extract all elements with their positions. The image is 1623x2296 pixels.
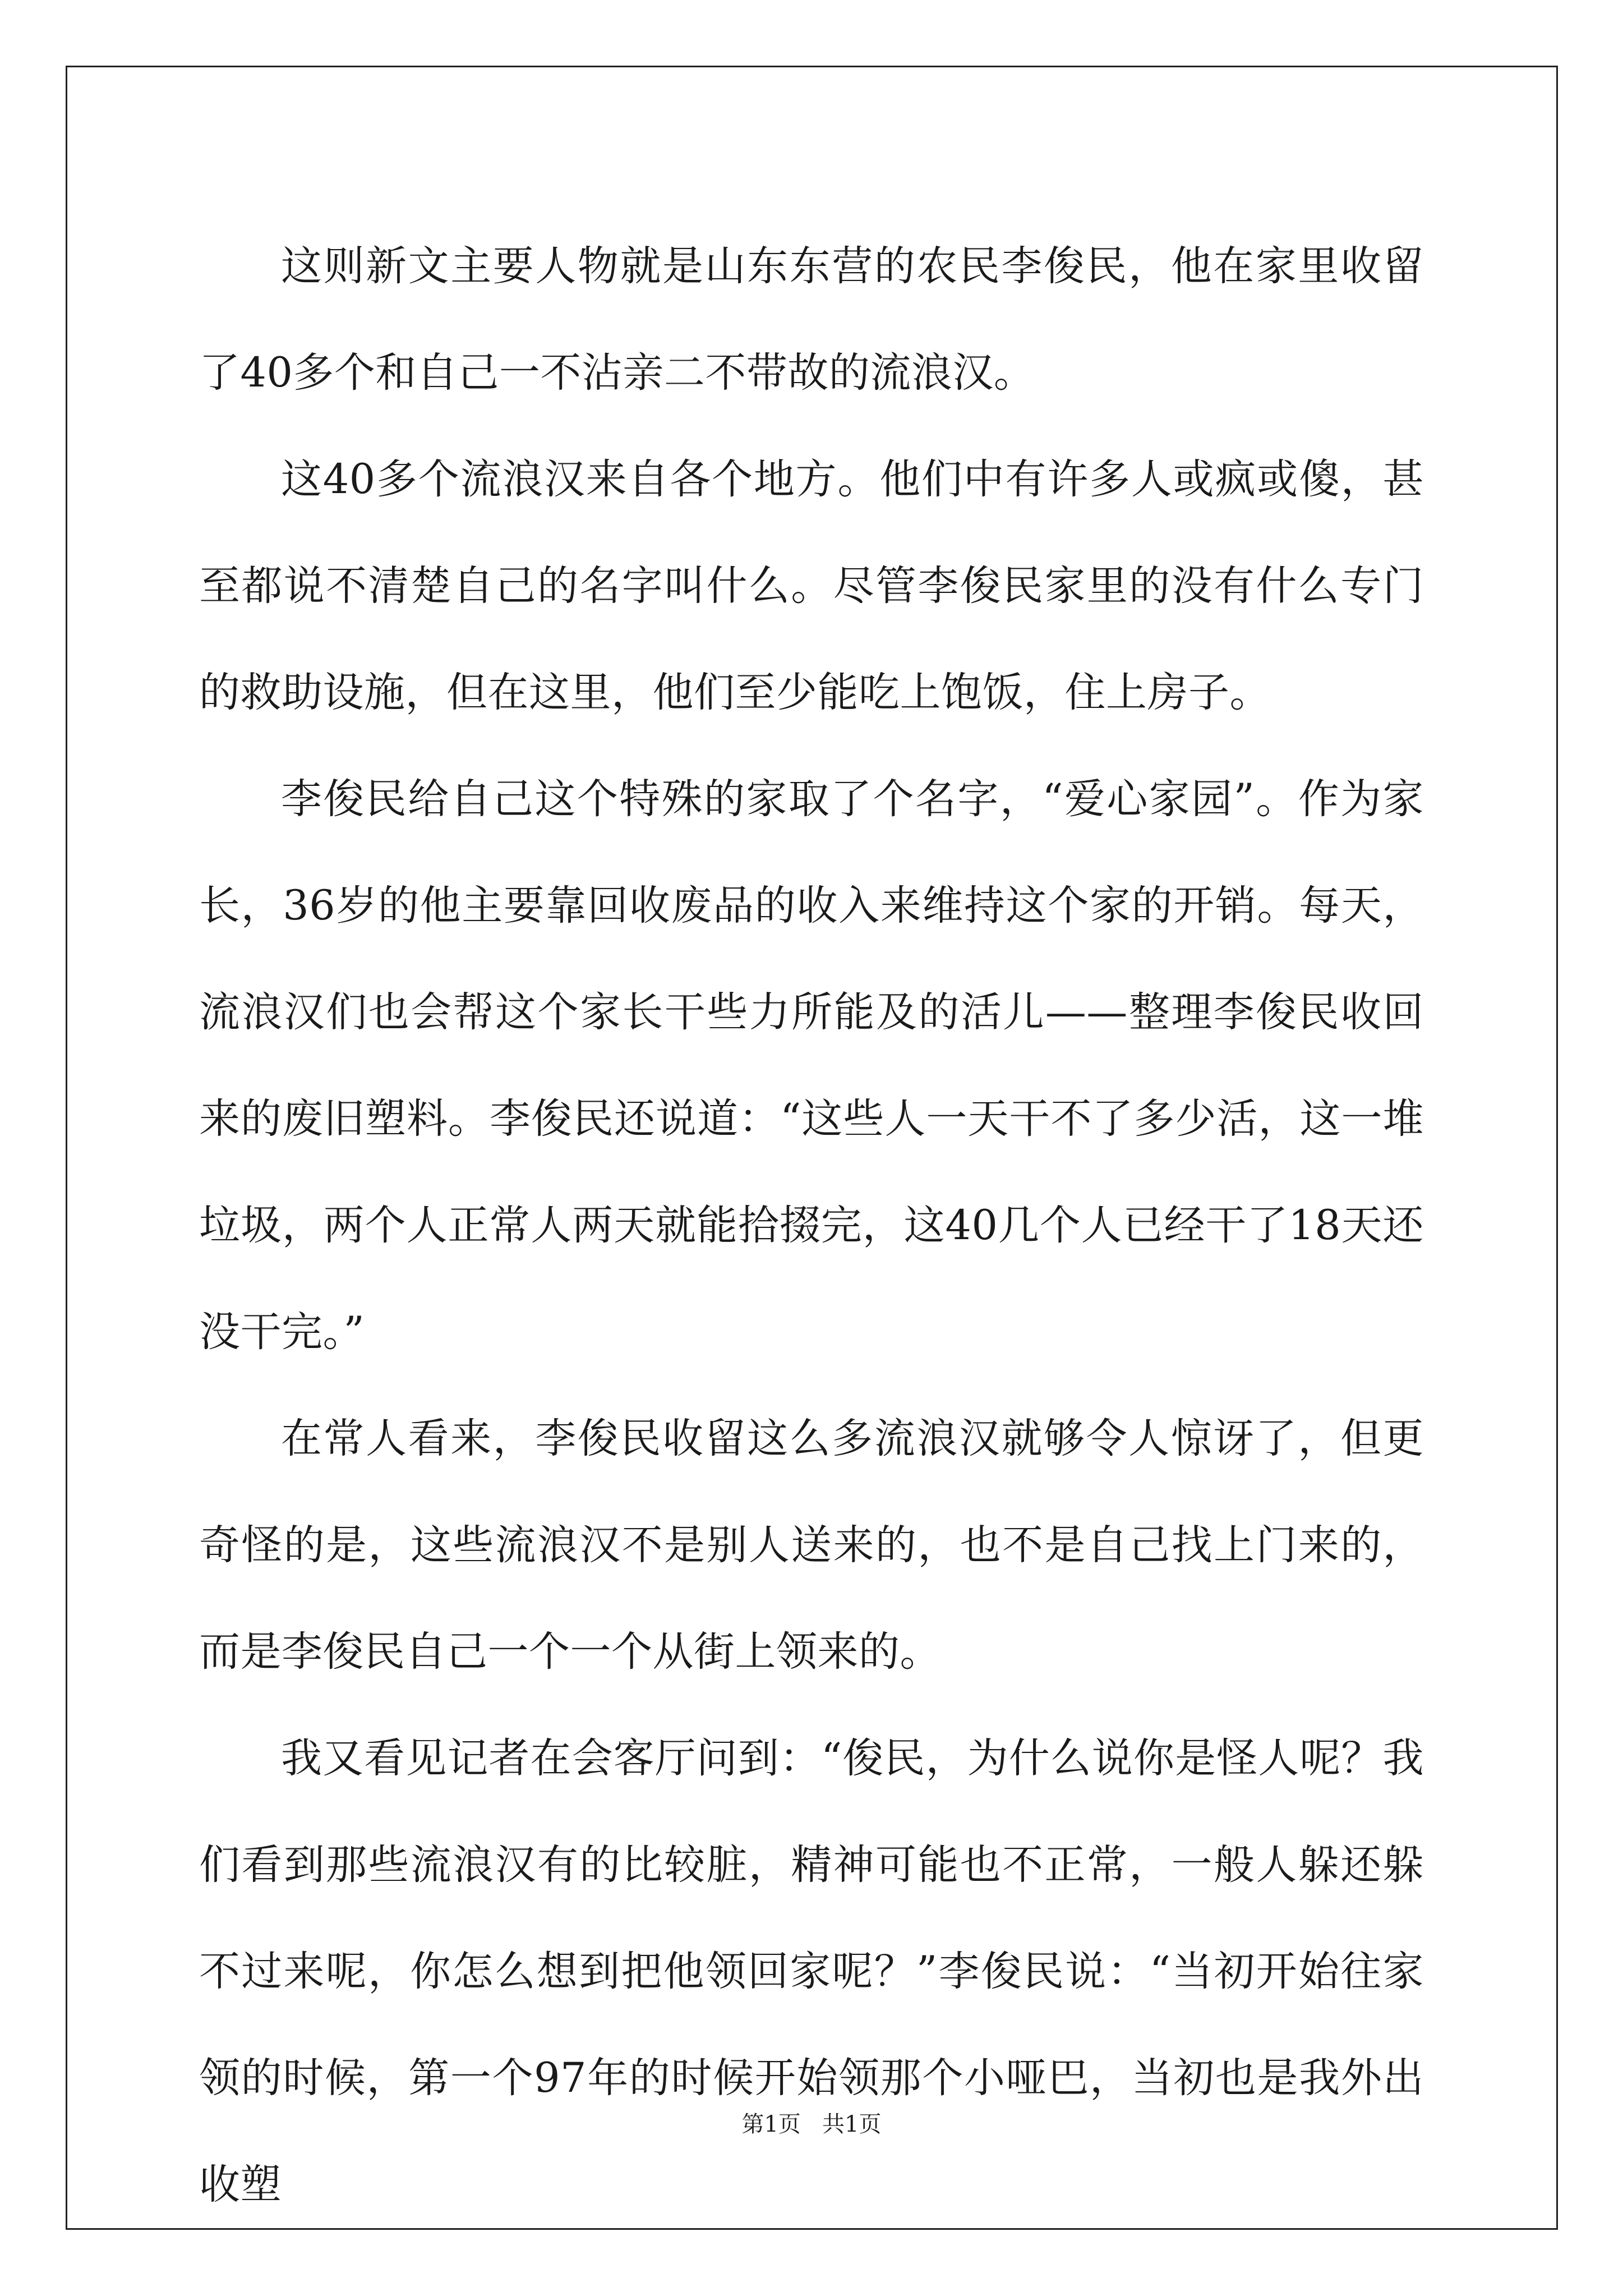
paragraph-1: 这则新文主要人物就是山东东营的农民李俊民，他在家里收留了40多个和自己一不沾亲二不带故的流浪汉。 bbox=[199, 242, 1424, 397]
page-footer: 第1页 共1页 bbox=[741, 2111, 882, 2137]
paragraph-3: 李俊民给自己这个特殊的家取了个名字，“爱心家园”。作为家长，36岁的他主要靠回收废品的收入来维持这个家的开销。每天，流浪汉们也会帮这个家长干些力所能及的活儿——整理李俊民收回来的废旧塑料。李俊民还说道：“这些人一天干不了多少活，这一堆垃圾，两个人正常人两天就能拾掇完，这40几个人已经干了18天还没干完。” bbox=[199, 775, 1424, 1356]
paragraph-2: 这40多个流浪汉来自各个地方。他们中有许多人或疯或傻，甚至都说不清楚自己的名字叫什么。尽管李俊民家里的没有什么专门的救助设施，但在这里，他们至少能吃上饱饭，住上房子。 bbox=[199, 455, 1424, 716]
document-body bbox=[199, 213, 1424, 2238]
paragraph-5: 我又看见记者在会客厅问到：“俊民，为什么说你是怪人呢？我们看到那些流浪汉有的比较脏，精神可能也不正常，一般人躲还躲不过来呢，你怎么想到把他领回家呢？”李俊民说：“当初开始往家领的时候，第一个97年的时候开始领那个小哑巴，当初也是我外出收塑 bbox=[199, 1734, 1424, 2208]
paragraph-4: 在常人看来，李俊民收留这么多流浪汉就够令人惊讶了，但更奇怪的是，这些流浪汉不是别人送来的，也不是自己找上门来的，而是李俊民自己一个一个从街上领来的。 bbox=[199, 1415, 1424, 1676]
